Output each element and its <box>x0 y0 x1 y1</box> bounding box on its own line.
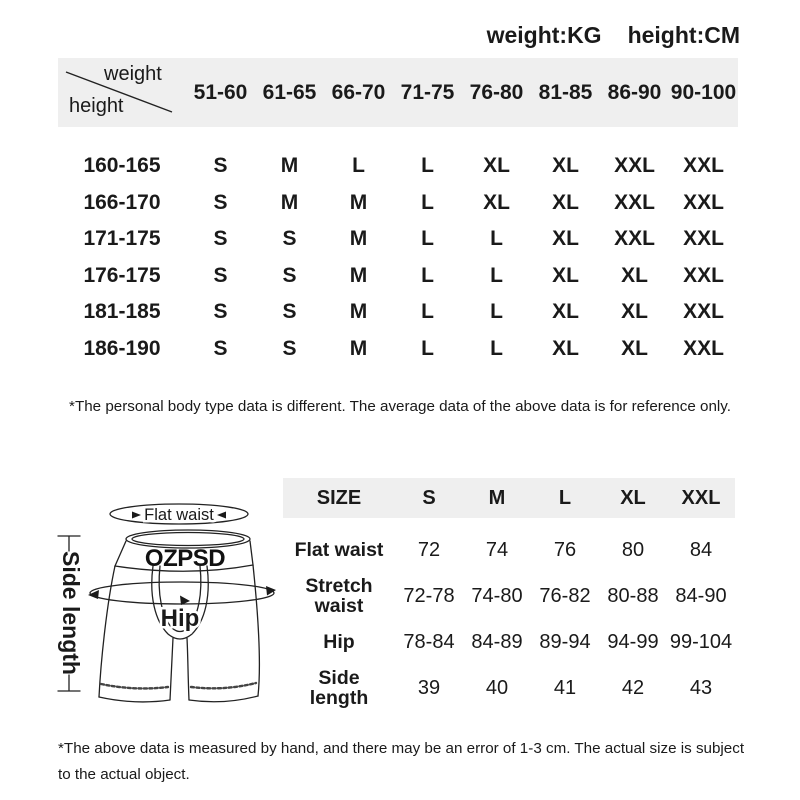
weight-column-header: 51-60 <box>193 80 248 104</box>
arrow-right-icon <box>266 586 276 596</box>
measurement-table <box>283 478 735 711</box>
arrow-right-icon <box>217 512 226 519</box>
table-row <box>58 331 738 368</box>
arrow-left-icon <box>132 512 141 519</box>
size-cell: S <box>282 300 297 324</box>
table-row <box>58 294 738 331</box>
measure-row-label: Hip <box>323 630 355 653</box>
size-cell: M <box>349 190 368 214</box>
side-length-diagram-label: Side length <box>57 551 84 675</box>
height-row-label: 160-165 <box>83 154 161 178</box>
measure-cell: 84 <box>689 538 713 561</box>
weight-column-header: 76-80 <box>469 80 524 104</box>
size-cell: XXL <box>614 154 655 178</box>
size-cell: L <box>490 227 503 251</box>
size-cell: S <box>213 190 228 214</box>
size-cell: XL <box>483 190 510 214</box>
size-cell: XXL <box>683 300 724 324</box>
table-row <box>58 221 738 258</box>
size-cell: S <box>213 263 228 287</box>
weight-axis-label: weight <box>104 63 162 85</box>
measure-cell: 80-88 <box>607 584 659 607</box>
size-cell: XL <box>621 336 648 360</box>
measure-cell: 39 <box>417 676 441 699</box>
reference-note: *The personal body type data is different. The average data of the above data is for reference only. <box>69 398 731 415</box>
size-cell: M <box>349 227 368 251</box>
measure-cell: 72-78 <box>403 584 455 607</box>
waistband <box>115 530 253 572</box>
flat-waist-measure <box>110 504 248 524</box>
brand-logo: OZPSD <box>144 545 226 572</box>
size-cell: XL <box>621 263 648 287</box>
measure-cell: 41 <box>553 676 577 699</box>
size-cell: S <box>282 263 297 287</box>
size-column-header: XXL <box>681 486 721 509</box>
weight-column-header: 90-100 <box>670 80 737 104</box>
measure-cell: 80 <box>621 538 645 561</box>
corner-cell <box>58 58 186 127</box>
size-table-header-row <box>58 58 738 127</box>
height-axis-label: height <box>69 95 124 117</box>
size-cell: XL <box>552 154 579 178</box>
measure-cell: 74-80 <box>471 584 523 607</box>
size-cell: XL <box>483 154 510 178</box>
height-row-label: 166-170 <box>83 190 161 214</box>
size-cell: M <box>280 154 299 178</box>
size-cell: XL <box>552 190 579 214</box>
size-cell: XXL <box>683 227 724 251</box>
measure-cell: 40 <box>485 676 509 699</box>
weight-column-header: 86-90 <box>607 80 662 104</box>
measure-cell: 72 <box>417 538 441 561</box>
measure-cell: 76-82 <box>539 584 591 607</box>
measure-cell: 78-84 <box>403 630 455 653</box>
size-cell: L <box>421 190 434 214</box>
size-by-body-table <box>58 58 738 367</box>
size-cell: L <box>421 227 434 251</box>
stitch-line <box>101 684 168 688</box>
units-line <box>487 22 740 49</box>
size-cell: L <box>421 300 434 324</box>
table-row <box>283 619 735 665</box>
side-length-measure <box>58 536 84 691</box>
size-cell: S <box>213 227 228 251</box>
table-row <box>58 148 738 185</box>
size-column-header: L <box>558 486 572 509</box>
measurement-header-row <box>283 478 735 518</box>
size-cell: S <box>282 227 297 251</box>
size-cell: M <box>349 336 368 360</box>
size-cell: XL <box>552 263 579 287</box>
size-cell: L <box>490 263 503 287</box>
size-cell: L <box>421 154 434 178</box>
size-cell: M <box>280 190 299 214</box>
flat-waist-diagram-label: Flat waist <box>144 506 214 524</box>
size-cell: XXL <box>614 227 655 251</box>
size-cell: XL <box>552 336 579 360</box>
height-row-label: 176-175 <box>83 263 161 287</box>
measure-cell: 84-89 <box>471 630 523 653</box>
height-row-label: 186-190 <box>83 336 161 360</box>
size-cell: L <box>352 154 365 178</box>
size-cell: L <box>421 263 434 287</box>
size-cell: XL <box>552 300 579 324</box>
measure-cell: 84-90 <box>675 584 727 607</box>
weight-unit-label: weight:KG <box>486 22 602 48</box>
size-cell: S <box>213 300 228 324</box>
measure-cell: 74 <box>485 538 509 561</box>
size-column-header: M <box>488 486 506 509</box>
table-row <box>58 185 738 222</box>
hip-measure <box>88 582 276 632</box>
size-cell: S <box>213 336 228 360</box>
weight-column-header: 71-75 <box>400 80 455 104</box>
size-cell: XXL <box>683 154 724 178</box>
size-cell: L <box>490 336 503 360</box>
size-cell: S <box>213 154 228 178</box>
arrow-left-icon <box>88 590 99 599</box>
weight-column-header: 81-85 <box>538 80 593 104</box>
size-cell: L <box>421 336 434 360</box>
hip-diagram-label: Hip <box>160 605 200 632</box>
height-row-label: 181-185 <box>83 300 161 324</box>
measure-row-label: Side length <box>309 666 369 709</box>
weight-column-header: 61-65 <box>262 80 317 104</box>
size-cell: XL <box>621 300 648 324</box>
boxers-illustration <box>40 478 300 728</box>
size-cell: XXL <box>614 190 655 214</box>
measure-cell: 43 <box>689 676 713 699</box>
table-row <box>58 258 738 295</box>
size-column-header: S <box>422 486 436 509</box>
weight-column-header: 66-70 <box>331 80 386 104</box>
measurement-note: *The above data is measured by hand, and there may be an error of 1-3 cm. The actual size is subject to the actual object. <box>58 740 745 783</box>
measure-cell: 94-99 <box>607 630 659 653</box>
measure-row-label: Stretch waist <box>305 574 373 617</box>
size-column-header: XL <box>620 486 646 509</box>
size-cell: XXL <box>683 263 724 287</box>
size-cell: XXL <box>683 336 724 360</box>
measure-cell: 89-94 <box>539 630 591 653</box>
table-row <box>283 527 735 573</box>
measure-cell: 42 <box>621 676 645 699</box>
measurement-table-body <box>283 527 735 711</box>
height-unit-label: height:CM <box>627 22 740 48</box>
measure-cell: 99-104 <box>669 630 733 653</box>
table-row <box>283 573 735 619</box>
size-cell: L <box>490 300 503 324</box>
boxer-body <box>99 565 259 702</box>
size-cell: M <box>349 300 368 324</box>
size-cell: XXL <box>683 190 724 214</box>
measure-cell: 76 <box>553 538 577 561</box>
stitch-line <box>191 683 256 688</box>
measure-row-label: Flat waist <box>294 538 384 561</box>
height-row-label: 171-175 <box>83 227 161 251</box>
size-cell: XL <box>552 227 579 251</box>
size-cell: M <box>349 263 368 287</box>
size-cell: S <box>282 336 297 360</box>
size-column-header: SIZE <box>316 486 362 509</box>
size-table-body <box>58 148 738 367</box>
table-row <box>283 665 735 711</box>
